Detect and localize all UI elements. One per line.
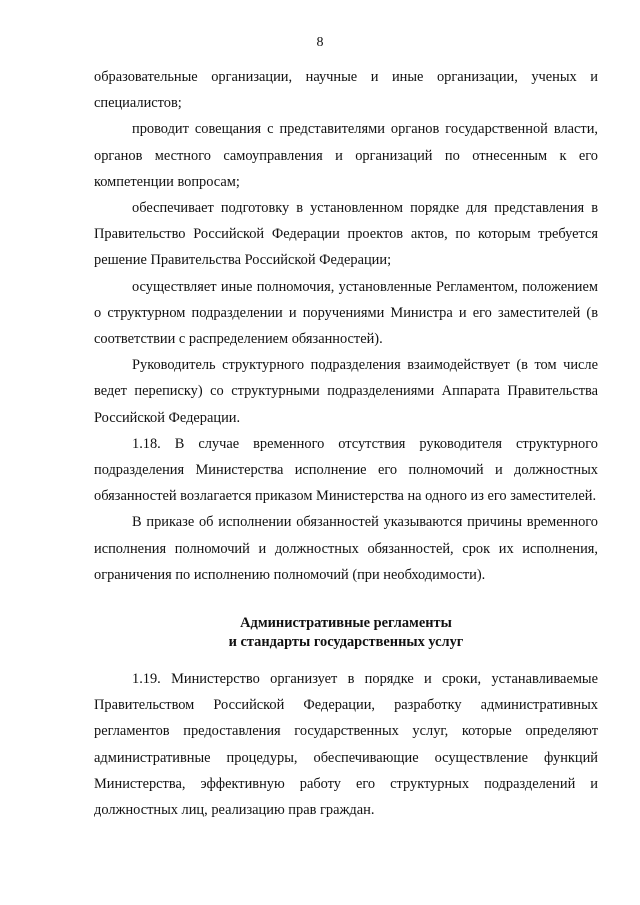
paragraph-draft-acts: обеспечивает подготовку в установленном порядке для представления в Правительство Российской Федерации проектов актов, по которым требуется решение Правительства Российской Федерации; xyxy=(94,200,598,269)
paragraph-other-powers: осуществляет иные полномочия, установленные Регламентом, положением о структурном подразделении и поручениями Министра и его заместителей (в соответствии с распределением обязанностей). xyxy=(94,278,598,348)
paragraph-order-duties: В приказе об исполнении обязанностей указываются причины временного исполнения полномочий и должностных обязанностей, срок их исполнения, ограничения по исполнению полномочий (при необходимости). xyxy=(94,514,598,583)
paragraph-1-19: 1.19. Министерство организует в порядке и сроки, устанавливаемые Правительством Российской Федерации, разработку административных регламентов предоставления государственных услуг, которые определяют административные процедуры, обеспечивающие осуществление функций Министерства, эффективную работу его структурных подразделений и должностных лиц, реализацию прав граждан. xyxy=(94,671,598,819)
section-heading-line-2: и стандарты государственных услуг xyxy=(228,634,464,651)
paragraph-1-18: 1.18. В случае временного отсутствия руководителя структурного подразделения Министерства исполнение его полномочий и должностных обязанностей возлагается приказом Министерства на одного из его заместителей. xyxy=(94,435,598,505)
paragraph-head-interaction: Руководитель структурного подразделения взаимодействует (в том числе ведет переписку) со структурными подразделениями Аппарата Правительства Российской Федерации. xyxy=(94,357,598,426)
page-number: 8 xyxy=(316,35,324,50)
document-body xyxy=(94,64,598,823)
paragraph-meetings: проводит совещания с представителями органов государственной власти, органов местного самоуправления и организаций по отнесенным к его компетенции вопросам; xyxy=(94,121,598,190)
paragraph-orgs-continued: образовательные организации, научные и иные организации, ученых и специалистов; xyxy=(94,69,598,112)
section-heading-line-1: Административные регламенты xyxy=(240,615,452,632)
section-heading xyxy=(94,614,598,652)
